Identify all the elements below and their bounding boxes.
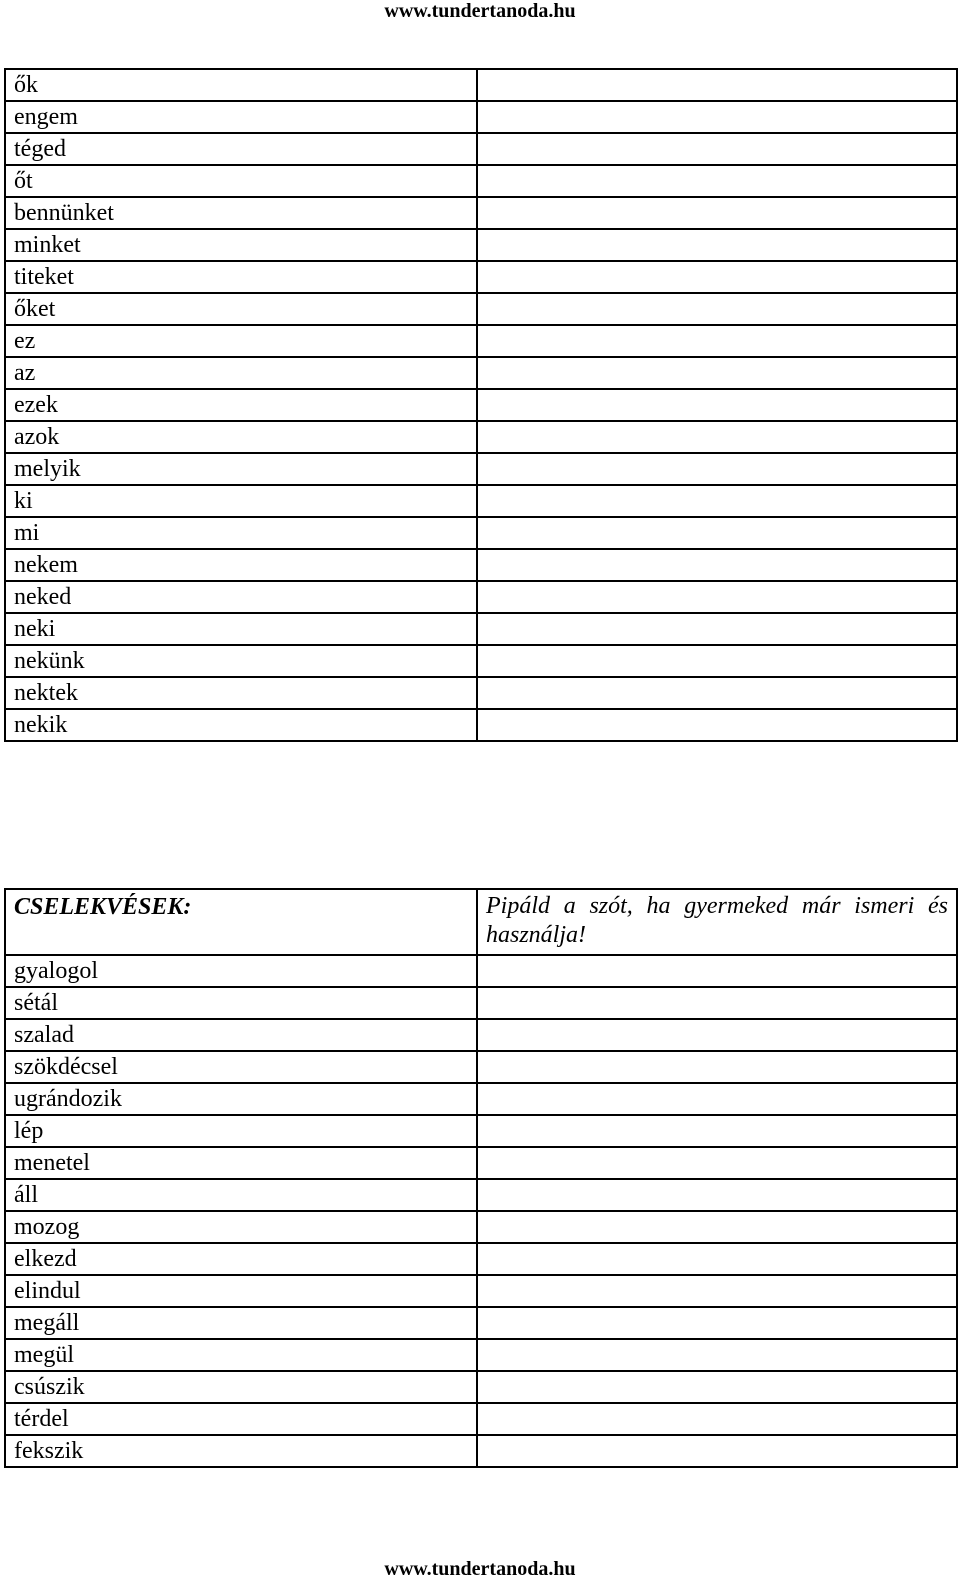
table-row (5, 1275, 957, 1307)
word-cell: menetel (5, 1147, 477, 1179)
checkbox-cell (477, 293, 957, 325)
word-cell: ezek (5, 389, 477, 421)
pronouns-table (4, 68, 958, 742)
table-row (5, 133, 957, 165)
checkbox-cell (477, 955, 957, 987)
checkbox-cell (477, 1371, 957, 1403)
word-cell: szökdécsel (5, 1051, 477, 1083)
table-row (5, 517, 957, 549)
table-row (5, 453, 957, 485)
word-cell: nektek (5, 677, 477, 709)
checkbox-cell (477, 357, 957, 389)
table-row (5, 1179, 957, 1211)
checkbox-cell (477, 389, 957, 421)
word-cell: nekik (5, 709, 477, 741)
table-row (5, 389, 957, 421)
word-cell: azok (5, 421, 477, 453)
word-cell: ők (5, 69, 477, 101)
table-row (5, 549, 957, 581)
header-website-url: www.tundertanoda.hu (384, 0, 576, 22)
checkbox-cell (477, 101, 957, 133)
checkbox-cell (477, 1403, 957, 1435)
section-title: CSELEKVÉSEK: (14, 894, 192, 920)
word-cell: lép (5, 1115, 477, 1147)
table-row (5, 261, 957, 293)
word-cell: megül (5, 1339, 477, 1371)
word-cell: őket (5, 293, 477, 325)
word-cell: neked (5, 581, 477, 613)
checkbox-cell (477, 709, 957, 741)
checkbox-cell (477, 1083, 957, 1115)
checkbox-cell (477, 613, 957, 645)
word-cell: ugrándozik (5, 1083, 477, 1115)
word-cell: mi (5, 517, 477, 549)
table-row (5, 325, 957, 357)
table-row (5, 165, 957, 197)
word-cell: nekem (5, 549, 477, 581)
checkbox-cell (477, 677, 957, 709)
table-row (5, 421, 957, 453)
table-row (5, 357, 957, 389)
checkbox-cell (477, 517, 957, 549)
word-cell: térdel (5, 1403, 477, 1435)
checkbox-cell (477, 1051, 957, 1083)
table-row (5, 955, 957, 987)
word-cell: sétál (5, 987, 477, 1019)
checkbox-cell (477, 325, 957, 357)
word-cell: megáll (5, 1307, 477, 1339)
table-row (5, 69, 957, 101)
table-row (5, 1051, 957, 1083)
checkbox-cell (477, 453, 957, 485)
table-row (5, 1019, 957, 1051)
checkbox-cell (477, 261, 957, 293)
checkbox-cell (477, 229, 957, 261)
word-cell: áll (5, 1179, 477, 1211)
table-row (5, 197, 957, 229)
table-row (5, 581, 957, 613)
table-row (5, 101, 957, 133)
checkbox-cell (477, 1147, 957, 1179)
table-row (5, 1243, 957, 1275)
table-row (5, 709, 957, 741)
word-cell: ki (5, 485, 477, 517)
table-row (5, 293, 957, 325)
checkbox-cell (477, 1211, 957, 1243)
word-cell: minket (5, 229, 477, 261)
checkbox-cell (477, 549, 957, 581)
table-row (5, 1115, 957, 1147)
checkbox-cell (477, 197, 957, 229)
checkbox-cell (477, 69, 957, 101)
word-cell: fekszik (5, 1435, 477, 1467)
checkbox-cell (477, 1243, 957, 1275)
word-cell: elkezd (5, 1243, 477, 1275)
table-row (5, 1339, 957, 1371)
word-cell: engem (5, 101, 477, 133)
actions-table (4, 888, 958, 1468)
table-row (5, 677, 957, 709)
checkbox-cell (477, 421, 957, 453)
word-cell: téged (5, 133, 477, 165)
table-row (5, 1403, 957, 1435)
actions-title-cell (5, 889, 477, 955)
word-cell: melyik (5, 453, 477, 485)
table-row (5, 485, 957, 517)
word-cell: titeket (5, 261, 477, 293)
checkbox-cell (477, 1019, 957, 1051)
checkbox-cell (477, 1115, 957, 1147)
checkbox-cell (477, 581, 957, 613)
table-row (5, 1371, 957, 1403)
table-row (5, 613, 957, 645)
checkbox-cell (477, 987, 957, 1019)
word-cell: ez (5, 325, 477, 357)
table-header-row (5, 889, 957, 955)
table-row (5, 1211, 957, 1243)
table-row (5, 1147, 957, 1179)
word-cell: mozog (5, 1211, 477, 1243)
word-cell: csúszik (5, 1371, 477, 1403)
instruction-text: Pipáld a szót, ha gyermeked már ismeri és használja! (486, 893, 948, 948)
checkbox-cell (477, 165, 957, 197)
checkbox-cell (477, 645, 957, 677)
table-row (5, 1307, 957, 1339)
word-cell: őt (5, 165, 477, 197)
word-cell: bennünket (5, 197, 477, 229)
word-cell: gyalogol (5, 955, 477, 987)
footer-website-url: www.tundertanoda.hu (384, 1558, 576, 1580)
checkbox-cell (477, 485, 957, 517)
table-row (5, 1435, 957, 1467)
word-cell: elindul (5, 1275, 477, 1307)
word-cell: az (5, 357, 477, 389)
table-row (5, 1083, 957, 1115)
checkbox-cell (477, 1179, 957, 1211)
table-row (5, 987, 957, 1019)
checkbox-cell (477, 133, 957, 165)
checkbox-cell (477, 1339, 957, 1371)
instruction-cell (477, 889, 957, 955)
table-row (5, 229, 957, 261)
word-cell: neki (5, 613, 477, 645)
table-row (5, 645, 957, 677)
checkbox-cell (477, 1435, 957, 1467)
word-cell: szalad (5, 1019, 477, 1051)
checkbox-cell (477, 1307, 957, 1339)
checkbox-cell (477, 1275, 957, 1307)
word-cell: nekünk (5, 645, 477, 677)
